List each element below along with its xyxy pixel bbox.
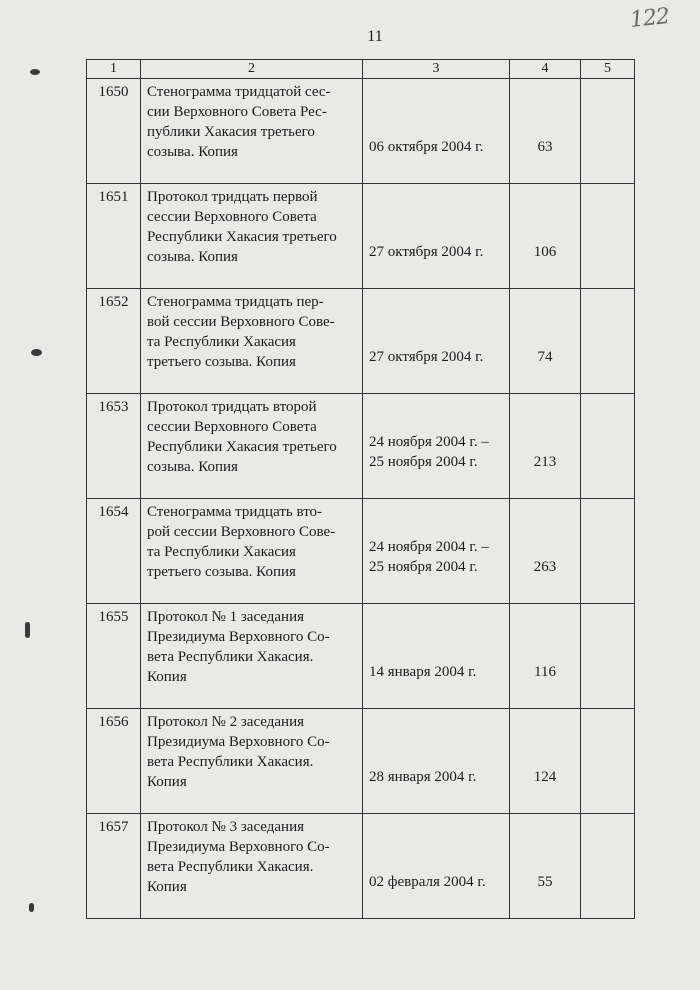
- column-number-row: [87, 60, 635, 79]
- title-line: созыва. Копия: [147, 459, 238, 475]
- column-header: 2: [141, 60, 363, 79]
- item-number: 1656: [87, 709, 141, 814]
- title-line: сии Верховного Совета Рес-: [147, 104, 327, 120]
- item-sheet-count: 55: [510, 814, 581, 919]
- item-title: [141, 814, 363, 919]
- item-title: [141, 499, 363, 604]
- title-line: Копия: [147, 774, 187, 790]
- item-note: [581, 394, 635, 499]
- title-line: Протокол тридцать второй: [147, 399, 317, 415]
- title-line: Республики Хакасия третьего: [147, 229, 337, 245]
- item-number: 1654: [87, 499, 141, 604]
- table-row: [87, 604, 635, 709]
- title-line: Протокол № 3 заседания: [147, 819, 304, 835]
- item-number: 1650: [87, 79, 141, 184]
- punch-hole-mark: [29, 903, 34, 912]
- title-line: третьего созыва. Копия: [147, 354, 296, 370]
- item-number: 1652: [87, 289, 141, 394]
- title-line: созыва. Копия: [147, 249, 238, 265]
- column-header: 1: [87, 60, 141, 79]
- item-number: 1655: [87, 604, 141, 709]
- item-date: [363, 499, 510, 604]
- item-note: [581, 604, 635, 709]
- title-line: созыва. Копия: [147, 144, 238, 160]
- column-header: 3: [363, 60, 510, 79]
- title-line: та Республики Хакасия: [147, 334, 296, 350]
- date-line: 24 ноября 2004 г. –: [369, 539, 489, 555]
- date-line: 24 ноября 2004 г. –: [369, 434, 489, 450]
- item-note: [581, 79, 635, 184]
- item-title: [141, 184, 363, 289]
- table-row: [87, 184, 635, 289]
- title-line: Копия: [147, 669, 187, 685]
- title-line: Протокол тридцать первой: [147, 189, 318, 205]
- punch-hole-mark: [31, 349, 42, 356]
- table-row: [87, 394, 635, 499]
- item-title: [141, 604, 363, 709]
- title-line: Президиума Верховного Со-: [147, 734, 330, 750]
- date-line: 02 февраля 2004 г.: [369, 874, 486, 890]
- item-sheet-count: 63: [510, 79, 581, 184]
- title-line: вета Республики Хакасия.: [147, 859, 314, 875]
- title-line: вета Республики Хакасия.: [147, 649, 314, 665]
- item-note: [581, 499, 635, 604]
- page-number: 11: [367, 28, 383, 45]
- title-line: рой сессии Верховного Сове-: [147, 524, 336, 540]
- title-line: Протокол № 2 заседания: [147, 714, 304, 730]
- title-line: та Республики Хакасия: [147, 544, 296, 560]
- title-line: вой сессии Верховного Сове-: [147, 314, 335, 330]
- item-date: [363, 604, 510, 709]
- item-date: [363, 709, 510, 814]
- title-line: Стенограмма тридцать вто-: [147, 504, 323, 520]
- title-line: третьего созыва. Копия: [147, 564, 296, 580]
- title-line: Президиума Верховного Со-: [147, 839, 330, 855]
- item-sheet-count: 106: [510, 184, 581, 289]
- title-line: вета Республики Хакасия.: [147, 754, 314, 770]
- item-title: [141, 709, 363, 814]
- item-note: [581, 709, 635, 814]
- punch-hole-mark: [25, 622, 30, 638]
- table-row: [87, 709, 635, 814]
- item-title: [141, 394, 363, 499]
- item-title: [141, 289, 363, 394]
- date-line: 06 октября 2004 г.: [369, 139, 484, 155]
- table-row: [87, 814, 635, 919]
- title-line: сессии Верховного Совета: [147, 209, 317, 225]
- item-sheet-count: 74: [510, 289, 581, 394]
- date-line: 27 октября 2004 г.: [369, 244, 484, 260]
- item-number: 1653: [87, 394, 141, 499]
- title-line: Президиума Верховного Со-: [147, 629, 330, 645]
- title-line: Стенограмма тридцатой сес-: [147, 84, 331, 100]
- item-number: 1657: [87, 814, 141, 919]
- item-note: [581, 184, 635, 289]
- item-date: [363, 184, 510, 289]
- date-line: 28 января 2004 г.: [369, 769, 477, 785]
- item-sheet-count: 263: [510, 499, 581, 604]
- title-line: Республики Хакасия третьего: [147, 439, 337, 455]
- date-line: 25 ноября 2004 г.: [369, 454, 478, 470]
- table-row: [87, 79, 635, 184]
- date-line: 25 ноября 2004 г.: [369, 559, 478, 575]
- item-sheet-count: 124: [510, 709, 581, 814]
- item-date: [363, 79, 510, 184]
- item-date: [363, 394, 510, 499]
- date-line: 14 января 2004 г.: [369, 664, 477, 680]
- title-line: сессии Верховного Совета: [147, 419, 317, 435]
- date-line: 27 октября 2004 г.: [369, 349, 484, 365]
- table-row: [87, 289, 635, 394]
- item-note: [581, 289, 635, 394]
- title-line: Копия: [147, 879, 187, 895]
- item-sheet-count: 116: [510, 604, 581, 709]
- item-date: [363, 289, 510, 394]
- item-date: [363, 814, 510, 919]
- table-row: [87, 499, 635, 604]
- title-line: публики Хакасия третьего: [147, 124, 315, 140]
- handwritten-sheet-number: 122: [628, 4, 671, 33]
- item-number: 1651: [87, 184, 141, 289]
- item-title: [141, 79, 363, 184]
- item-sheet-count: 213: [510, 394, 581, 499]
- title-line: Протокол № 1 заседания: [147, 609, 304, 625]
- punch-hole-mark: [30, 69, 40, 75]
- item-note: [581, 814, 635, 919]
- document-register-table: [86, 59, 635, 919]
- column-header: 5: [581, 60, 635, 79]
- title-line: Стенограмма тридцать пер-: [147, 294, 324, 310]
- column-header: 4: [510, 60, 581, 79]
